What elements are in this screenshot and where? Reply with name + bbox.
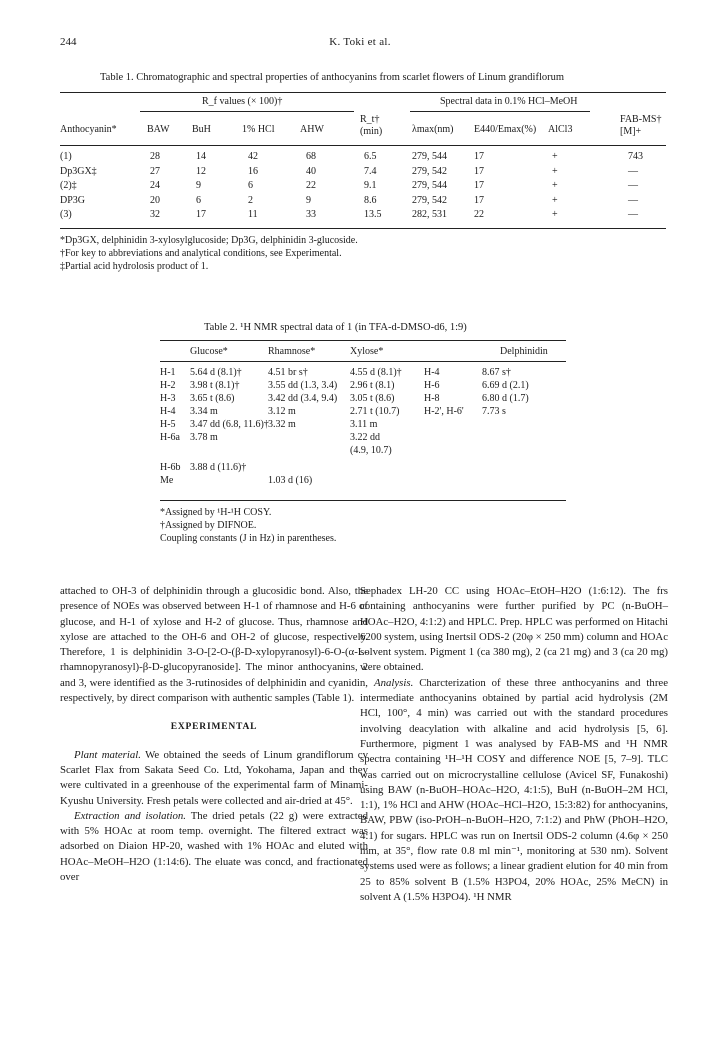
table2-cell: H-6a — [160, 432, 180, 443]
table1-cell: 11 — [248, 209, 258, 220]
table1-caption: Table 1. Chromatographic and spectral properties of anthocyanins from scarlet flowers of Linum grandiflorum — [100, 72, 565, 83]
table1-group-spec: Spectral data in 0.1% HCl–MeOH — [440, 96, 578, 107]
table2-cell: 3.05 t (8.6) — [350, 393, 395, 404]
table2-cell: H-4 — [160, 406, 176, 417]
table1-header: BAW — [147, 124, 170, 135]
table1-header: AlCl3 — [548, 124, 573, 135]
table1-cell: 24 — [150, 180, 160, 191]
table2-header: Rhamnose* — [268, 346, 316, 357]
right-column — [360, 584, 668, 905]
table2-footnote: *Assigned by ¹H-¹H COSY. — [160, 507, 272, 518]
table2-cell: H-6 — [424, 380, 440, 391]
table1-cell: 279, 542 — [412, 194, 447, 206]
table2-cell: 1.03 d (16) — [268, 475, 313, 486]
table1-cell: — — [628, 194, 638, 206]
table1-cell: DP3G — [60, 194, 86, 206]
table1-cell: 17 — [474, 165, 484, 177]
table2-cell: 3.65 t (8.6) — [190, 393, 235, 404]
table2-cell: H-5 — [160, 419, 176, 430]
table2-caption: Table 2. ¹H NMR spectral data of 1 (in TFA-d-DMSO-d6, 1:9) — [204, 322, 467, 333]
table2-cell: 3.78 m — [190, 432, 218, 443]
table2-cell: H-8 — [424, 393, 440, 404]
table2-footnote: †Assigned by DIFNOE. — [160, 520, 257, 531]
section-title: EXPERIMENTAL — [170, 722, 258, 733]
table2-cell: H-1 — [160, 367, 176, 378]
table1-cell: — — [628, 209, 638, 220]
table1-cell: 9 — [306, 194, 311, 206]
table1-cell: 17 — [474, 151, 484, 162]
table1-cell: 28 — [150, 151, 160, 162]
table2-header: Xylose* — [350, 346, 384, 357]
table2-cell: 2.96 t (8.1) — [350, 380, 395, 391]
table1-cell: 13.5 — [364, 209, 382, 220]
table1-cell: 12 — [196, 165, 206, 177]
paragraph-heading: Plant material. — [74, 748, 141, 761]
paragraph — [360, 676, 668, 905]
table2-cell: Me — [160, 475, 174, 486]
table2-cell: (4.9, 10.7) — [350, 445, 392, 456]
table2-header: Glucose* — [190, 346, 228, 357]
table1-header: 1% HCl — [242, 124, 275, 135]
table2-footnote: Coupling constants (J in Hz) in parentheses. — [160, 533, 337, 544]
table1-cell: + — [552, 151, 558, 162]
table1-cell: 9.1 — [364, 180, 377, 191]
paragraph-heading: Extraction and isolation. — [74, 809, 187, 822]
table1-cell: 279, 542 — [412, 165, 447, 177]
table1-cell: — — [628, 165, 638, 177]
table1-cell: 17 — [474, 180, 484, 191]
table1-header: AHW — [300, 124, 324, 135]
table2-cell: 2.71 t (10.7) — [350, 406, 400, 417]
table1-cell: + — [552, 194, 558, 206]
table1-cell: 9 — [196, 180, 201, 191]
table1-footnote: †For key to abbreviations and analytical conditions, see Experimental. — [60, 248, 342, 259]
table2-cell: H-4 — [424, 367, 440, 378]
paragraph: Sephadex LH-20 CC using HOAc–EtOH–H2O (1:6:12). The frs containing anthocyanins were further purified by PC (n-BuOH–HOAc–H2O, 4:1:2) and HPLC. Prep. HPLC was performed on Hitachi 6200 system, using Inertsil ODS-2 (20φ × 250 mm) column and HOAc solvent system. Pigment 1 (ca 380 mg), 2 (ca 21 mg) and 3 (ca 20 mg) were obtained. — [360, 585, 669, 674]
table1-cell: 8.6 — [364, 194, 377, 206]
table1-header: λmax(nm) — [412, 124, 454, 135]
table1-cell: 6.5 — [364, 151, 377, 162]
table1-cell: (1) — [60, 151, 72, 162]
table2-cell: 3.98 t (8.1)† — [190, 380, 240, 391]
table1-cell: 22 — [474, 209, 484, 220]
table1-cell: + — [552, 209, 558, 220]
table2-cell: 4.55 d (8.1)† — [350, 367, 402, 378]
table1-cell: 27 — [150, 165, 160, 177]
table1-cell: 279, 544 — [412, 180, 447, 191]
table1-cell: 32 — [150, 209, 160, 220]
paragraph-heading: Analysis. — [374, 676, 414, 689]
table2-header: Delphinidin — [500, 346, 548, 357]
table1-cell: 22 — [306, 180, 316, 191]
page-number: 244 — [60, 36, 77, 48]
table1-cell: 6 — [196, 194, 201, 206]
table2-cell: H-2 — [160, 380, 176, 391]
table1-cell: 2 — [248, 194, 253, 206]
table2-cell: H-3 — [160, 393, 176, 404]
table2-cell: 3.22 dd — [350, 432, 380, 443]
running-head: K. Toki et al. — [329, 36, 391, 48]
table2-cell: 3.12 m — [268, 406, 296, 417]
table1-cell: 40 — [306, 165, 316, 177]
table1-cell: 33 — [306, 209, 316, 220]
table1-cell: + — [552, 165, 558, 177]
table2-cell: 3.88 d (11.6)† — [190, 462, 247, 473]
paragraph-text: The dried petals (22 g) were extracted with 5% HOAc at room temp. overnight. The filtered extract was adsorbed on Diaion HP-20, washed with 1% HOAc and eluted with HOAc–MeOH–H2O (1:14:6). The eluate was concd, and fractionated over — [60, 809, 368, 884]
table1-header: E440/Emax(%) — [474, 124, 537, 135]
table2-cell: 3.55 dd (1.3, 3.4) — [268, 380, 338, 391]
table2-cell: 8.67 s† — [482, 367, 511, 378]
paragraph-text: Charcterization of these three anthocyanins and three intermediate anthocyanins obtained by partial acid hydrolysis (2M HCl, 100°, 4 min) was carried out with the standard procedures involving deacylation with alkaline and acid hydrolysis [5, 6]. Furthermore, pigment 1 was analysed by FAB-MS and ¹H NMR spectra containing ¹H–¹H COSY and difference NOE [5, 7–9]. TLC was carried out on microcrystalline cellulose (Avicel SF, Funakoshi) using BAW (n-BuOH–HOAc–H2O, 4:1:5), BuH (n-BuOH–2M HCl, 1:1), 1% HCl and AHW (HOAc–HCl–H2O, 15:3:82) for anthocyanins, BAW, PBW (iso-PrOH–n-BuOH–H2O, 7:1:2) and PhW (PhOH–H2O, 4:1) for sugars. HPLC was run on Inertsil ODS-2 column (4.6φ × 250 mm, at 35°, flow rate 0.8 ml min⁻¹, monitoring at 530 nm). Solvent systems used were as follows; a linear gradient elution for 40 min from 25 to 85% solvent B (1.5% H3PO4, 20% HOAc, 25% MeCN) in solvent A (1.5% H3PO4). ¹H NMR — [360, 676, 669, 903]
table1-header: Anthocyanin* — [60, 124, 117, 135]
table2-cell: 6.69 d (2.1) — [482, 380, 529, 391]
table1-cell: 743 — [628, 151, 643, 162]
table2-cell: 5.64 d (8.1)† — [190, 367, 242, 378]
table2-cell: 3.34 m — [190, 406, 218, 417]
paragraph: attached to OH-3 of delphinidin through a glucosidic bond. Also, the presence of NOEs was observed between H-1 of rhamnose and H-6 of glucose, and H-1 of xylose and H-2 of glucose. Thus, rhamnose and xylose are attached to the OH-6 and OH-2 of glucose, respectively. Therefore, 1 is delphinidin 3-O-[2-O-(β-D-xylopyranosyl)-6-O-(α-L-rhamnopyranosyl)-β-D-glucopyranoside]. The minor anthocyanins, 2 and 3, were identified as the 3-rutinosides of delphinidin and cyanidin, respectively, by direct comparison with authentic samples (Table 1). — [60, 585, 368, 705]
table1-cell: 16 — [248, 165, 258, 177]
paragraph — [60, 809, 368, 885]
table1-cell: 42 — [248, 151, 258, 162]
table2-cell: 3.42 dd (3.4, 9.4) — [268, 393, 338, 404]
table1-cell: 279, 544 — [412, 151, 447, 162]
table1-header: FAB-MS† [M]+ — [620, 114, 662, 137]
table1-cell: 7.4 — [364, 165, 377, 177]
table2-cell: 3.32 m — [268, 419, 296, 430]
table1-header: R_t† (min) — [360, 114, 383, 137]
table2-cell: 3.11 m — [350, 419, 378, 430]
table1-cell: 282, 531 — [412, 209, 447, 220]
table2-cell: 7.73 s — [482, 406, 506, 417]
table2-cell: H-2', H-6' — [424, 406, 464, 417]
table1-cell: Dp3GX‡ — [60, 165, 97, 177]
table1-cell: 68 — [306, 151, 316, 162]
table1-cell: — — [628, 180, 638, 191]
table1-cell: 17 — [196, 209, 206, 220]
table2-cell: 3.47 dd (6.8, 11.6)† — [190, 419, 269, 430]
table2-cell: 4.51 br s† — [268, 367, 308, 378]
table1-header: BuH — [192, 124, 211, 135]
table1-cell: 17 — [474, 194, 484, 206]
table1-group-rf: R_f values (× 100)† — [202, 96, 283, 107]
table1-cell: (3) — [60, 209, 72, 220]
table2-cell: 6.80 d (1.7) — [482, 393, 529, 404]
left-column — [60, 584, 368, 885]
paragraph-text: We obtained the seeds of Linum grandiflorum cv Scarlet Flax from Sakata Seed Co. Ltd, Yokohama, Japan and they were cultivated in a greenhouse of the experimental farm of Minami-Kyushu University. Fresh petals were collected and air-dried at 45°. — [60, 748, 368, 807]
paragraph — [60, 748, 368, 809]
table1-cell: 6 — [248, 180, 253, 191]
table1-cell: + — [552, 180, 558, 191]
table1-footnote: *Dp3GX, delphinidin 3-xylosylglucoside; Dp3G, delphinidin 3-glucoside. — [60, 235, 358, 246]
table1-cell: 20 — [150, 194, 160, 206]
table1-cell: 14 — [196, 151, 206, 162]
table1-cell: (2)‡ — [60, 180, 77, 191]
table2-cell: H-6b — [160, 462, 181, 473]
table1-footnote: ‡Partial acid hydrolosis product of 1. — [60, 261, 209, 272]
